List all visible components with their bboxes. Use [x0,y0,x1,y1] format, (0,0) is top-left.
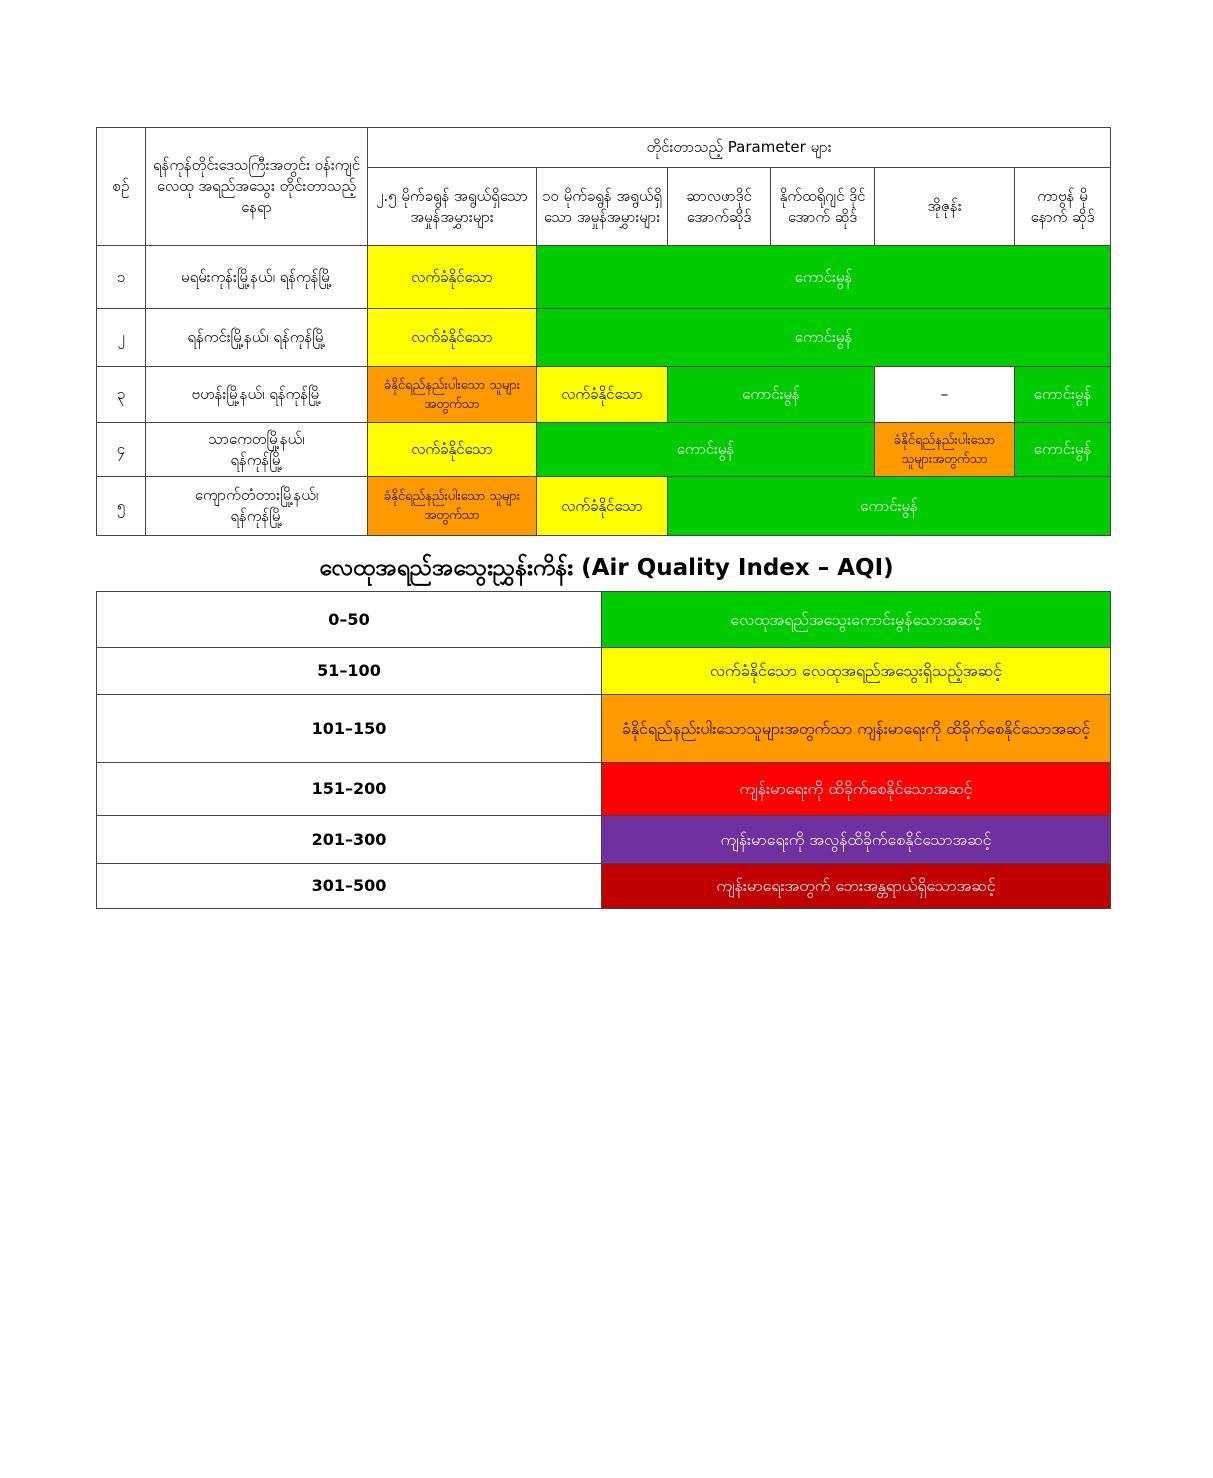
header-no: စဉ် [97,128,146,246]
status-cell: ကောင်းမွန် [668,367,875,423]
station-parameter-table [96,127,1111,536]
row-no: ၃ [97,367,146,423]
status-cell: ခံနိုင်ရည်နည်းပါးသော သူများအတွက်သာ [368,367,537,423]
aqi-row [97,592,1111,648]
aqi-range: 0–50 [97,592,602,648]
status-cell: လက်ခံနိုင်သော [368,309,537,367]
table-row [97,367,1111,423]
header-co: ကာဗွန် မိုနောက် ဆိုဒ် [1015,168,1111,246]
status-cell: လက်ခံနိုင်သော [537,367,668,423]
status-cell: ကောင်းမွန် [537,309,1111,367]
header-parameters-group: တိုင်းတာသည့် Parameter များ [368,128,1111,168]
status-cell: လက်ခံနိုင်သော [368,423,537,477]
header-no2: နိုက်ထရိုဂျင် ဒိုင်အောက် ဆိုဒ် [771,168,875,246]
row-no: ၁ [97,246,146,309]
aqi-level-desc: ကျန်းမာရေးအတွက် ဘေးအန္တရာယ်ရှိသောအဆင့် [602,864,1111,909]
aqi-range: 151–200 [97,763,602,816]
row-station [146,423,368,477]
header-pm10: ၁၀ မိုက်ခရွန် အရွယ်ရှိသော အမှုန်အမွှားများ [537,168,668,246]
aqi-row [97,695,1111,763]
row-station-line: ရန်ကုန်မြို့ [230,450,283,469]
aqi-level-desc: ကျန်းမာရေးကို အလွန်ထိခိုက်စေနိုင်သောအဆင့် [602,816,1111,864]
aqi-level-desc: ခံနိုင်ရည်နည်းပါးသောသူများအတွက်သာ ကျန်းမာရေးကို ထိခိုက်စေနိုင်သောအဆင့် [602,695,1111,763]
aqi-row [97,648,1111,695]
row-no: ၄ [97,423,146,477]
row-station-line: ရန်ကုန်မြို့ [230,507,283,525]
aqi-title: လေထုအရည်အသွေးညွှန်းကိန်း (Air Quality Index – AQI) [319,555,894,581]
aqi-range: 301–500 [97,864,602,909]
row-no: ၅ [97,477,146,536]
aqi-row [97,763,1111,816]
row-no: ၂ [97,309,146,367]
status-cell: လက်ခံနိုင်သော [368,246,537,309]
status-cell: ခံနိုင်ရည်နည်းပါးသော သူများအတွက်သာ [875,423,1015,477]
header-o3: အိုဇုန်း [875,168,1015,246]
aqi-range: 201–300 [97,816,602,864]
header-pm25: ၂.၅ မိုက်ခရွန် အရွယ်ရှိသော အမှုန်အမွှားများ [368,168,537,246]
table-row [97,477,1111,536]
status-cell: – [875,367,1015,423]
aqi-row [97,816,1111,864]
aqi-level-desc: လက်ခံနိုင်သော လေထုအရည်အသွေးရှိသည့်အဆင့် [602,648,1111,695]
status-cell: ကောင်းမွန် [537,423,875,477]
table-row [97,309,1111,367]
table-row [97,423,1111,477]
status-cell: ခံနိုင်ရည်နည်းပါးသော သူများအတွက်သာ [368,477,537,536]
row-station: မရမ်းကုန်းမြို့နယ်၊ ရန်ကုန်မြို့ [146,246,368,309]
aqi-range: 51–100 [97,648,602,695]
aqi-legend-table [96,591,1111,909]
row-station: ဗဟန်းမြို့နယ်၊ ရန်ကုန်မြို့ [146,367,368,423]
aqi-level-desc: လေထုအရည်အသွေးကောင်းမွန်သောအဆင့် [602,592,1111,648]
aqi-range: 101–150 [97,695,602,763]
aqi-level-desc: ကျန်းမာရေးကို ထိခိုက်စေနိုင်သောအဆင့် [602,763,1111,816]
row-station-line: ကျောက်တံတားမြို့နယ်၊ [194,486,319,504]
row-station [146,477,368,536]
status-cell: ကောင်းမွန် [537,246,1111,309]
status-cell: ကောင်းမွန် [1015,423,1111,477]
table-row [97,246,1111,309]
aqi-row [97,864,1111,909]
status-cell: ကောင်းမွန် [668,477,1111,536]
status-cell: လက်ခံနိုင်သော [537,477,668,536]
row-station: ရန်ကင်းမြို့နယ်၊ ရန်ကုန်မြို့ [146,309,368,367]
status-cell: ကောင်းမွန် [1015,367,1111,423]
header-station: ရန်ကုန်တိုင်းဒေသကြီးအတွင်း ဝန်းကျင်လေထု အရည်အသွေး တိုင်းတာသည့်နေရာ [146,128,368,246]
row-station-line: သာကေတမြို့နယ်၊ [208,429,305,448]
header-so2: ဆာလဖာဒိုင် အောက်ဆိုဒ် [668,168,771,246]
